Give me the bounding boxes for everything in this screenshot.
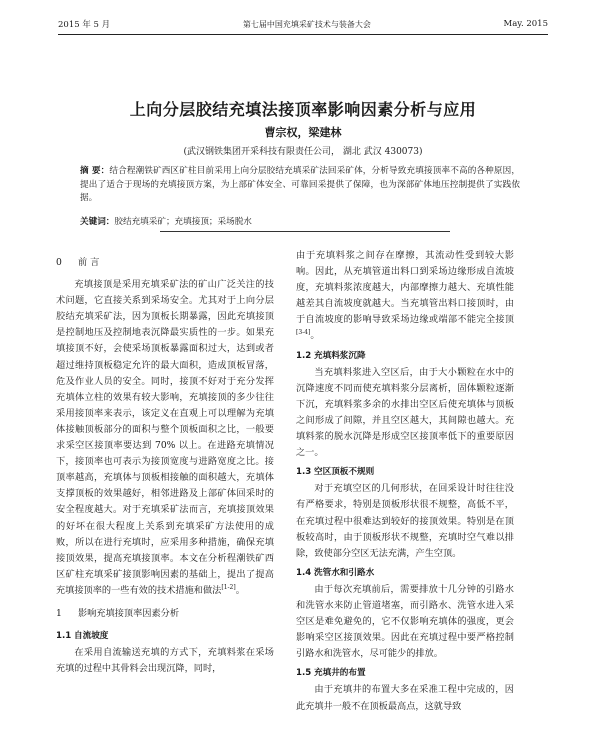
section-title: 影响充填接顶率因素分析	[78, 607, 180, 619]
subsection-title: 空区顶板不规则	[314, 467, 375, 478]
body-paragraph	[296, 582, 514, 662]
subsection-heading	[296, 464, 514, 480]
right-column	[296, 248, 514, 715]
running-header	[58, 16, 548, 32]
paragraph-text: 充填接顶是采用充填采矿法的矿山广泛关注的技术问题，它直接关系到采场安全。尤其对于上向分层胶结充填采矿法，因为顶板长期暴露，因此充填接顶是控制地压及控制地表沉降最实质性的一步。如果充填接顶不好，会使采场顶板暴露面积过大，达到或者超过维持顶板稳定允许的最大面积，造成顶板冒落，危及作业人员的安全。同时，接顶不好对于充分发挥充填体立柱的效果有较大影响，充填接顶的多少往往采用接顶率来表示，该定义在直观上可以理解为充填体接触顶板部分的面积与整个顶板面积之比，一般要求采空区接顶率要达到 70% 以上。在进路充填情况下，接顶率也可表示为接顶宽度与进路宽度之比。接顶率越高，充填体与顶板相接触的面积越大，充填体支撑顶板的效果越好，相邻进路及上部矿体回采时的安全程度越大。对于充填采矿法而言，充填接顶效果的好坏在很大程度上关系到充填采矿方法使用的成败，所以在进行充填时，应采用多种措施，确保充填接顶效果，提高充填接顶率。本文在分析程潮铁矿西区矿柱充填采矿接顶影响因素的基础上，提出了提高充填接顶率的一些有效的技术措施和做法	[56, 279, 274, 596]
citation-marker: [1-2]	[221, 583, 236, 591]
subsection-number: 1.1	[56, 631, 72, 642]
subsection-number: 1.4	[296, 567, 312, 578]
subsection-heading	[296, 665, 514, 681]
abstract	[80, 165, 520, 206]
paragraph-text: 当充填料浆进入空区后，由于大小颗粒在水中的沉降速度不同而使充填料浆分层离析，固体颗粒逐渐下沉，充填料浆多余的水排出空区后使充填体与顶板之间形成了间隙，并且空区越大，其间隙也越大。充填料浆的脱水沉降是形成空区接顶率低下的重要原因之一。	[296, 366, 514, 459]
paragraph-text: 由于每次充填前后，需要排放十几分钟的引路水和洗管水来防止管道堵塞，而引路水、洗管水进入采空区是难免避免的，它不仅影响充填体的强度，更会影响采空区接顶效果。因此在充填过程中要严格控制引路水和洗管水，尽可能少的排放。	[296, 583, 514, 660]
citation-marker: [3-4]	[296, 329, 311, 337]
section-number: 0	[56, 257, 62, 268]
keywords	[80, 215, 520, 227]
body-paragraph	[56, 277, 274, 599]
subsection-heading	[296, 565, 514, 581]
section-heading	[56, 255, 274, 271]
keywords-label: 关键词：	[80, 217, 115, 227]
section-title: 前 言	[78, 257, 100, 268]
abstract-label: 摘 要：	[80, 166, 110, 176]
subsection-title: 充填料浆沉降	[314, 350, 366, 361]
subsection-number: 1.2	[296, 350, 312, 361]
sentence-end: 。	[310, 330, 320, 342]
subsection-title: 洗管水和引路水	[314, 567, 375, 578]
subsection-title: 充填井的布置	[314, 668, 366, 679]
affiliation: (武汉钢铁集团开采科技有限责任公司， 湖北 武汉 430073)	[183, 147, 423, 157]
body-paragraph	[56, 645, 274, 677]
header-date-en: May. 2015	[503, 19, 548, 29]
abstract-text: 结合程潮铁矿西区矿柱目前采用上向分层胶结充填采矿法回采矿体，分析导致充填接顶率不高的各种原因，提出了适合于现场的充填接顶方案，为上部矿体安全、可靠回采提供了保障，也为深部矿体地压控制提供了实践依据。	[80, 166, 520, 203]
left-column	[56, 248, 274, 677]
header-date: 2015 年 5 月	[58, 20, 111, 30]
subsection-title: 自流坡度	[74, 631, 109, 642]
subsection-number: 1.3	[296, 467, 312, 478]
subsection-heading	[296, 348, 514, 364]
section-number: 1	[56, 607, 62, 619]
subsection-number: 1.5	[296, 668, 312, 679]
body-paragraph	[296, 682, 514, 714]
paragraph-text: 对于充填空区的几何形状，在回采设计时往往没有严格要求，特别是顶板形状很不规整，高低不平，在充填过程中很难达到较好的接顶效果。特别是在顶板较高时，由于顶板形状不规整，充填时空气难以排除，致使部分空区无法充满，产生空顶。	[296, 483, 514, 559]
paragraph-text: 在采用自流输送充填的方式下，充填料浆在采场充填的过程中其骨料会出现沉降，同时，	[56, 647, 274, 675]
keywords-text: 胶结充填采矿；充填接顶；采场脱水	[114, 217, 252, 227]
paper-title: 上向分层胶结充填法接顶率影响因素分析与应用	[129, 100, 477, 119]
paragraph-text: 由于充填料浆之间存在摩擦，其流动性受到较大影响。因此，从充填管道出料口到采场边缘形成自流坡度，充填料浆浓度越大，内部摩擦力越大、充填性能越差其自流坡度就越大。当充填管出料口接顶时，由于自流坡度的影响导致采场边缘或端部不能完全接顶	[296, 250, 514, 326]
sentence-end: 。	[235, 584, 245, 596]
body-paragraph	[296, 248, 514, 345]
body-paragraph	[296, 481, 514, 561]
body-paragraph	[296, 365, 514, 462]
section-heading	[56, 606, 274, 622]
abstract-divider	[160, 231, 450, 232]
paragraph-text: 由于充填井的布置大多在采准工程中完成的，因此充填井一般不在顶板最高点，这就导致	[296, 684, 514, 712]
authors: 曹宗权，梁建林	[264, 126, 342, 139]
subsection-heading	[56, 628, 274, 644]
header-conference: 第七届中国充填采矿技术与装备大会	[242, 19, 371, 29]
header-rule	[58, 34, 548, 35]
